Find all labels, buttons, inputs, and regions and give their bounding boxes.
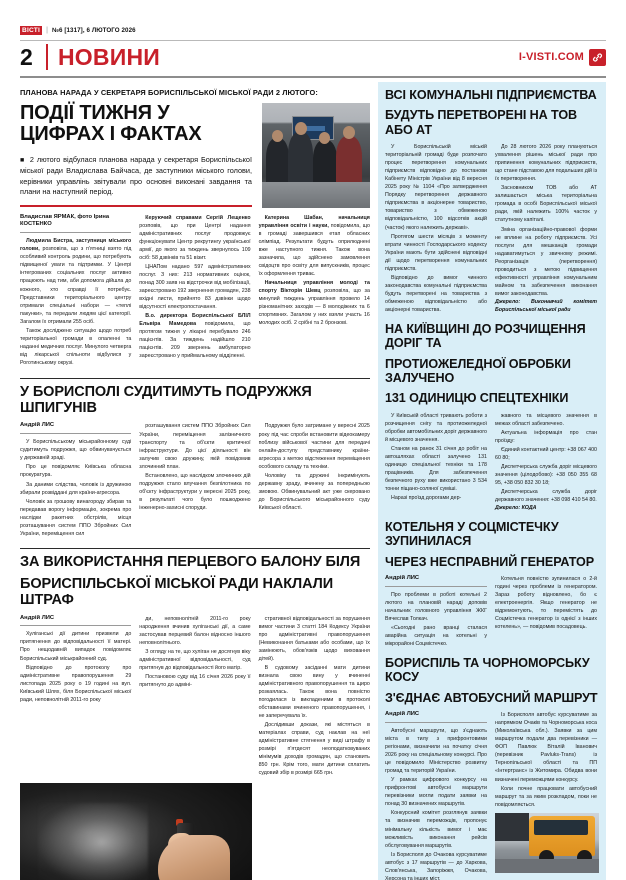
rail-roads-col2-body: жавного та місцевого значення в межах області забезпечено. Актуальна інформація про стан проїзду: Єдиний контактний центр: +38 067 400 60 80; Диспетчерська служба доріг місцевого значення (цілодобово): +38 050 355 68 95, +38 050 832 30 18; Диспетчерська служба доріг державного значення: +38 098 410 54 80. xyxy=(495,412,597,504)
rail-utilities-col1-body: У Бориспільській міській територіальній громаді буде розпочато процес перетворення комунальних підприємств відповідно до постанови Кабінету Міністрів України від 8 вересня 2025 року № 1104 «Про затвердження Порядку перетворення державного підприємства в акціонерне товариство, товариство з обмеженою відповідальністю, 100 відсотків акцій (часток) якого належить державі». Протягом шести місяців з моменту втрати чинності Господарського кодексу України мають бути здійснені відповідні дії щодо перетворення комунальних підприємств. Відповідно до вимог чинного законодавства комунальні підприємства будуть перетворені на товариства з обмеженою відповідальністю або акціонерні товариства. xyxy=(385,144,487,313)
article-pepper-columns xyxy=(20,615,370,779)
rail-roads-headline-2: ПРОТИОЖЕЛЕДНОЇ ОБРОБКИ ЗАЛУЧЕНО xyxy=(385,356,571,386)
left-region xyxy=(20,88,370,880)
rail-utilities-col1 xyxy=(385,143,487,315)
masthead-separator: | xyxy=(46,26,48,34)
right-rail xyxy=(378,82,606,880)
rail-roads-col1 xyxy=(385,412,487,513)
page-number: 2 xyxy=(20,43,33,70)
article-pepper xyxy=(20,548,370,880)
rail-roads-headline-3: 131 ОДИНИЦЮ СПЕЦТЕХНІКИ xyxy=(385,391,569,406)
bullet-square-icon: ■ xyxy=(20,156,28,164)
rail-boiler-headline-1: КОТЕЛЬНЯ У СОЦМІСТЕЧКУ ЗУПИНИЛАСЯ xyxy=(385,519,559,549)
rail-roads-columns xyxy=(385,412,599,513)
rail-bus-col1-body: Автобусні маршрути, що з'єднають міста в тилу з прифронтовими регіонами, визначили на початку січня 2026 року на спеціальному конкурсі. Про це повідомило Міністерство розвитку громад та територій України. У рамках цифрового конкурсу на прифронтові автобусні маршрути перевізники могли подати заявки на понад 30 визначених маршрутів. Конкурсний комітет розглянув заявки та визначив переможців, пропонує мінімальну кількість вимог і має можливість виконання рейсів обслуговування маршрутів. Із Борисполя до Очакова курсуватиме автобус з 17 маршрутів — до Харкова, Слов'янська, Запоріжжя, Очакова, Херсона та інших міст. xyxy=(385,727,487,880)
rail-utilities-col2 xyxy=(495,143,597,315)
rail-roads-col1-body: У Київській області тривають роботи з розчищення снігу та протиожеледної обробки автомобільних доріг державного й місцевого значення. Станом на ранок 31 січня до робіт на автошляхах області залучено 131 одиницю спеціальної техніки та 178 працівників. Для забезпечення безпечного руху вже використано 3 534 тонни піщано-соляної суміші. Наразі проїзд дорогами дер- xyxy=(385,412,487,502)
rail-bus xyxy=(385,656,599,880)
masthead-logo: ВІСТІ xyxy=(22,27,41,34)
article-spy-col2 xyxy=(139,422,250,538)
rail-bus-byline: Андрій ЛИС xyxy=(385,711,420,718)
article-pepper-headline-2: БОРИСПІЛЬСЬКОЇ МІСЬКОЇ РАДИ НАКЛАЛИ ШТРАФ xyxy=(20,576,334,609)
rail-utilities-columns xyxy=(385,143,599,315)
rail-utilities-headline-1: ВСІ КОМУНАЛЬНІ ПІДПРИЄМСТВА xyxy=(385,88,597,102)
article-main-headline-1: ПОДІЇ ТИЖНЯ У xyxy=(20,101,170,124)
article-spy-col1 xyxy=(20,422,131,538)
article-pepper-col1-body: Хуліганські дії дитини призвели до притягнення до відповідальності її матері. Про нещодавній випадок повідомляє Бориспільський міськрайонний суд. Відповідно до протоколу про адміністративне правопорушення 29 листопада 2025 року о 19 годині на вул. Київський Шлях, біля Бориспільської міської ради, неповнолітній 2011-го року xyxy=(20,631,132,703)
header-rule-top xyxy=(20,40,606,41)
rail-boiler-col2-body: Котельня повністю зупинилася о 2-й годині через проблеми із генератором. Зараз роботу відновлено, бо є електроенергія. Якщо генератор не відремонтують, то перемістять до Соцмістечка генератор із однієї з інших котелень», — повідомив посадовець. xyxy=(495,575,597,631)
rail-utilities-source: Джерело: Виконавчий комітет Бориспільської міської ради xyxy=(495,298,597,313)
article-pepper-col2-body: ди, неповнолітній 2011-го року народження вчинив хуліганські дії, а саме застосував перцевий балон відносно іншого неповнолітнього. З огляду на те, що хуліган не досягнув віку адміністративної відповідальності, суд притягнув до відповідальності його матір. Постановою суду від 16 січня 2026 року її притягнуто до адміні- xyxy=(139,615,251,688)
article-spy-headline: У БОРИСПОЛІ СУДИТИМУТЬ ПОДРУЖЖЯ ШПИГУНІВ xyxy=(20,384,312,417)
article-main-col2 xyxy=(139,214,250,368)
rail-bus-columns xyxy=(385,711,599,880)
article-pepper-col1 xyxy=(20,615,131,779)
yellow-bus-photo xyxy=(495,813,599,873)
rail-boiler xyxy=(385,520,599,649)
rail-boiler-col1 xyxy=(385,575,487,649)
header-divider xyxy=(46,44,48,70)
rail-boiler-headline-2: ЧЕРЕЗ НЕСПРАВНИЙ ГЕНЕРАТОР xyxy=(385,554,595,569)
rail-bus-headline-2: З'ЄДНАЄ АВТОБУСНИЙ МАРШРУТ xyxy=(385,690,598,705)
article-pepper-byline: Андрій ЛИС xyxy=(20,614,55,621)
rail-roads xyxy=(385,322,599,513)
article-pepper-col3 xyxy=(259,615,370,779)
article-main-col1 xyxy=(20,214,131,368)
rail-boiler-columns xyxy=(385,575,599,649)
article-spy-col2-body: розташування систем ППО Збройних Сил України, переміщення залізничного транспорту та об'єкти критичної інфраструктури. До цієї діяльності він залучив свою дружину, якій повідомив злочинний план. Встановлено, що наслідком злочинних дій подружжя стало влучання безпілотника по об'єкту інфраструктури у вересні 2025 року, в результаті чого було пошкоджено інженерно-захисні споруди. xyxy=(139,423,251,511)
article-main-col3 xyxy=(259,214,370,368)
header-site-link[interactable] xyxy=(519,49,606,66)
masthead-issue-date: №6 [1317], 6 ЛЮТОГО 2026 xyxy=(51,26,136,34)
section-title: НОВИНИ xyxy=(58,43,160,70)
meeting-photo xyxy=(262,103,370,208)
article-spy xyxy=(20,378,370,539)
article-spy-columns xyxy=(20,422,370,538)
link-icon[interactable] xyxy=(589,49,606,66)
rail-roads-headline-1: НА КИЇВЩИНІ ДО РОЗЧИЩЕННЯ ДОРІГ ТА xyxy=(385,322,586,351)
article-spy-byline: Андрій ЛИС xyxy=(20,422,55,429)
rail-utilities xyxy=(378,82,606,880)
article-main-byline: Владислав ЯРМАК, фото Ірина КОСТЕНКО xyxy=(20,213,110,228)
rail-boiler-col2 xyxy=(495,575,597,649)
rail-roads-col2 xyxy=(495,412,597,513)
article-main xyxy=(20,88,370,368)
header-rule-bottom xyxy=(20,76,606,78)
article-pepper-col2 xyxy=(139,615,250,779)
article-spy-col1-body: У Бориспільському міськрайонному суді судитимуть подружжя, що обвинувачується у державній зраді. Про це повідомляє Київська обласна прокуратура. За даними слідства, чоловік із дружиною збирали розвіддані для країни-агресора. Чоловік за грошову винагороду збирав та передавав ворогу інформацію, зокрема про наслідки ракетних обстрілів, місця розташування систем ППО Збройних Сил України, переміщення сил xyxy=(20,439,132,537)
article-main-col3-body: Катерина Шабан, начальниця управління освіти і науки, повідомила, що в громаді завершився етап обласних олімпіад. Результати будуть оприлюднені вже наступного тижня. Також вона зазначила, що здійснено замовлення свідоцтв про освіту для випускників, процес їх оформлення триває. Начальниця управління молоді та спорту Вікторія Шевц розповіла, що за минулий тиждень управління провело 14 різноманітних заходів — 8 молодіжних та 6 спортивних. Загалом у них взяли участь 16 молодих осіб. 2 срібні та 2 бронзові. xyxy=(258,214,370,327)
masthead xyxy=(20,26,136,35)
pepper-spray-photo xyxy=(20,783,252,880)
rail-boiler-col1-body: Про проблеми в роботі котельні 2 лютого на плановій нараді доповів начальник головного управління ЖКГ Вячеслав Толкач. «Сьогодні рано вранці сталася аварійна ситуація на котельні у мікрорайоні Соцмістечко. xyxy=(385,591,487,648)
article-main-kicker: ПЛАНОВА НАРАДА У СЕКРЕТАРЯ БОРИСПІЛЬСЬКОЇ МІСЬКОЇ РАДИ 2 ЛЮТОГО: xyxy=(20,88,318,97)
rail-roads-source: Джерело: КОДА xyxy=(495,505,537,512)
section-header xyxy=(20,42,606,72)
rail-utilities-col2-body: До 28 лютого 2026 року плануються ухвалення рішень міської ради про припинення комунальних підприємств, що стане підставою для подальших дій із їх перетворення. Засновником ТОВ або АТ залишається міська територіальна громада в особі Бориспільської міської ради, якій належить 100% часток у статутному капіталі. Зміна організаційно-правової форми не вплине на роботу підприємств. Усі послуги для мешканців громади надаватимуться у звичному режимі. Реорганізація (перетворення) проводиться з метою підвищення ефективності управління комунальним майном та забезпечення виконання вимог законодавства. xyxy=(495,144,597,297)
article-main-columns xyxy=(20,214,370,368)
site-url-label: I-VISTI.COM xyxy=(518,51,584,63)
article-main-lede xyxy=(20,155,252,198)
rail-boiler-byline: Андрій ЛИС xyxy=(385,574,420,581)
rail-utilities-headline-2: БУДУТЬ ПЕРЕТВОРЕНІ НА ТОВ АБО АТ xyxy=(385,108,578,137)
article-main-col1-body: Людмила Бистра, заступниця міського голови, розповіла, що з п'ятниці взято під особливий контроль родини, що потребують підвищеної уваги та підтримки. У Центрі інтегрованих соціальних послуг активно працюють над тим, аби допомога дійшла до кожного, хто справді її потребує. Представники територіального центру отримали спеціальні набори — «теплі пакунки», та передали людям цієї категорії. Загалом їх отримали 255 осіб. Також досліджено ситуацію щодо потреб територіальної громади в опаленні та наданні медичних послуг. Минулого четверга від лікарської спільноти відбулися у Роготинському окрузі. xyxy=(20,238,132,366)
rail-bus-col2-body: Із Борисполя автобус курсуватиме за напрямком Очаків та Чорноморська коса (Миколаївська обл.). Заявки за цим маршрутом подали два перевізники — ФОП Павлюк Віталій Іванович (перевізник Pavluks-Trans) із Тернопільської області та ПП «Інтертранс» із Житомира. Обидва вони визначені переможцями конкурсу. Коли почне працювати автобусний маршрут та за яким розкладом, поки не повідомляється. xyxy=(495,712,597,808)
article-pepper-headline-1: ЗА ВИКОРИСТАННЯ ПЕРЦЕВОГО БАЛОНУ БІЛЯ xyxy=(20,553,361,570)
article-spy-col3-body: Подружжя було затримане у вересні 2025 року під час спроби встановити відеокамеру поблизу військової частини для передачі онлайн-доступу представнику країни-агресора з метою відстеження переміщення особового складу та техніки. Чоловіку та дружині інкримінують державну зраду, вчинену за попередньою змовою. Обвинувальний акт уже скеровано до Бориспільського міськрайонного суду Київської області. xyxy=(258,423,370,511)
article-spy-col3 xyxy=(259,422,370,538)
article-main-headline-2: ЦИФРАХ І ФАКТАХ xyxy=(20,123,202,146)
rail-bus-col1 xyxy=(385,711,487,880)
rail-bus-headline-1: БОРИСПІЛЬ ТА ЧОРНОМОРСЬКУ КОСУ xyxy=(385,656,590,685)
article-pepper-col3-body: стративної відповідальності за порушення вимог частини 3 статті 184 Кодексу України про адміністративні правопорушення (Невиконання батьками або особами, що їх замінюють, обов'язків щодо виховання дітей). В судовому засіданні мати дитини визнала свою вину у вчиненні адміністративного правопорушення та щиро розкаялась. Також вона повністю погодилася із викладеними в протоколі обставинами вчиненого правопорушення, і не заперечувала їх. Дослідивши докази, які містяться в матеріалах справи, суд наклав на неї адміністративне стягнення у виді штрафу в розмірі п'ятдесят неоподатковуваних мінімумів доходів громадян, що становить 850 грн. Крім того, мати дитини сплатить судовий збір в розмірі 665 грн. xyxy=(258,615,370,777)
article-main-col2-body: Керуючий справами Сергій Лещенко розповів, що при Центрі надання адміністративних послуг продовжує функціонувати Центр рекрутингу української армії, до якого за тиждень звернулось 109 осіб: 58 дзвінків та 51 візит. ЦНАПом надано 597 адміністративних послуг. З них: 213 нормативних оцінок, понад 300 заяв на відстрочки від мобілізації, зареєстровано 192 звернення громадян, 238 вхідні листи, прийнято 83 дзвінки щодо відсутності електропостачання. В.о. директора Бориспільської БЛІЛ Ельвіра Мамедова повідомила, що протягом тижня у лікарні перебувало 246 пацієнтів. За тиждень надійшло 210 пацієнтів. 209 звернень амбулаторно зареєстровано у приймальному відділенні. xyxy=(139,214,251,360)
article-main-rule xyxy=(20,205,252,207)
article-main-lede-text: 2 лютого відбулася планова нарада у секретаря Бориспільської міської ради Владислава Байчаса, де заступники міського голови, керівники управлінь звітували про основні виконані завдання та плани на наступний період. xyxy=(20,154,253,197)
rail-bus-col2 xyxy=(495,711,597,880)
